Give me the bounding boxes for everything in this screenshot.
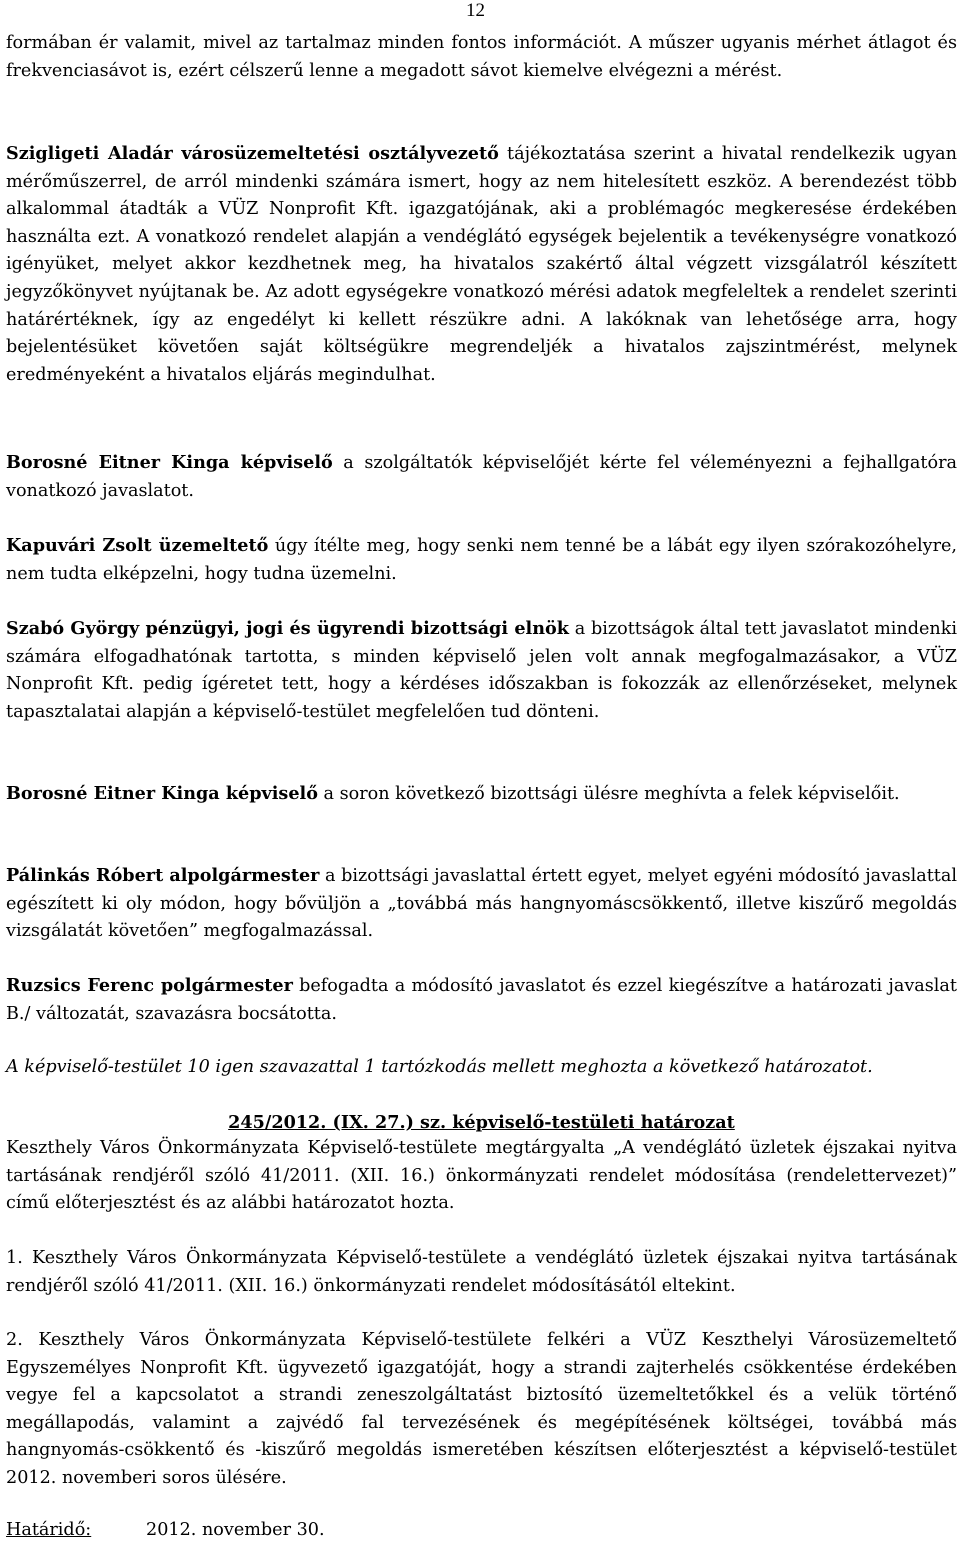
- paragraph-text: a soron következő bizottsági ülésre meghívta a felek képviselőit.: [317, 784, 900, 804]
- resolution-title: 245/2012. (IX. 27.) sz. képviselő-testületi határozat: [228, 1112, 735, 1133]
- paragraph-text: befogadta a módosító javaslatot és ezzel kiegészítve a határozati javaslat B./ változatát, szavazásra bocsátotta.: [6, 976, 957, 1024]
- page-number: 12: [466, 0, 485, 21]
- speaker-name: Szigligeti Aladár városüzemeltetési osztályvezető: [6, 143, 499, 164]
- resolution-item-1: 1. Keszthely Város Önkormányzata Képviselő-testülete a vendéglátó üzletek éjszakai nyitva tartásának rendjéről szóló 41/2011. (XII. 16.) önkormányzati rendelet módosításától eltekint.: [6, 1248, 957, 1296]
- paragraph-szigligeti: [6, 140, 957, 389]
- paragraph-szabo: [6, 615, 957, 726]
- resolution-title-line: [6, 1109, 957, 1138]
- resolution-item-2: 2. Keszthely Város Önkormányzata Képviselő-testülete felkéri a VÜZ Keszthelyi Városüzemeltető Egyszemélyes Nonprofit Kft. ügyvezető igazgatóját, hogy a strandi zajterhelés csökkentése érdekében vegye fel a kapcsolatot a strandi zeneszolgáltatást biztosító üzemeltetőkkel és a velük történő megállapodás, valamint a zajvédő fal tervezésének és megépítésének költségei, továbbá más hangnyomás-csökkentő és -kiszűrő megoldás ismeretében készítsen előterjesztést a képviselő-testület 2012. novemberi soros ülésére.: [6, 1330, 957, 1488]
- paragraph-text: tájékoztatása szerint a hivatal rendelkezik ugyan mérőműszerrel, de arról mindenki számára ismert, hogy az nem hitelesített eszköz. A berendezést több alkalommal átadták a VÜZ Nonprofit Kft. igazgatójának, aki a problémagóc megkeresése érdekében használta ezt. A vonatkozó rendelet alapján a vendéglátó egységek bejelentik a tevékenységre vonatkozó igényüket, melyet akkor kezdhetnek meg, ha hivatalos szakértő által végzett vizsgálatról készített jegyzőkönyvet nyújtanak be. Az adott egységekre vonatkozó mérési adatok megfeleltek a rendelet szerinti határértéknek, így az engedélyt ki kellett részükre adni. A lakóknak van lehetősége arra, hogy bejelentésüket követően saját költségükre megrendeljék a hivatalos zajszintmérést, melynek eredményeként a hivatalos eljárás megindulhat.: [6, 144, 957, 385]
- paragraph-text: úgy ítélte meg, hogy senki nem tenné be a lábát egy ilyen szórakozóhelyre, nem tudta elképzelni, hogy tudna üzemelni.: [6, 536, 957, 584]
- paragraph-palinkas: [6, 862, 957, 946]
- paragraph-borosne-1: [6, 449, 957, 505]
- deadline-value: 2012. november 30.: [146, 1520, 325, 1540]
- speaker-name: Borosné Eitner Kinga képviselő: [6, 452, 333, 473]
- resolution-intro: Keszthely Város Önkormányzata Képviselő-testülete megtárgyalta „A vendéglátó üzletek éjszakai nyitva tartásának rendjéről szóló 41/2011. (XII. 16.) önkormányzati rendelet módosítása (rendelettervezet)” című előterjesztést és az alábbi határozatot hozta.: [6, 1138, 957, 1214]
- paragraph-text: a bizottságok által tett javaslatot mindenki számára elfogadhatónak tartotta, s minden képviselő jelen volt annak megfogalmazásakor, a VÜZ Nonprofit Kft. pedig ígéretet tett, hogy a kérdéses időszakban is fokozzák az ellenőrzéseket, melynek tapasztalatai alapján a képviselő-testület megfelelően tud dönteni.: [6, 619, 957, 722]
- speaker-name: Borosné Eitner Kinga képviselő: [6, 783, 318, 804]
- paragraph-ruzsics: [6, 972, 957, 1028]
- speaker-name: Szabó György pénzügyi, jogi és ügyrendi bizottsági elnök: [6, 618, 569, 639]
- paragraph-text: a szolgáltatók képviselőjét kérte fel véleményezni a fejhallgatóra vonatkozó javaslatot.: [6, 453, 957, 501]
- paragraph-kapuvari: [6, 532, 957, 588]
- speaker-name: Pálinkás Róbert alpolgármester: [6, 865, 320, 886]
- paragraph-continuation: formában ér valamit, mivel az tartalmaz minden fontos információt. A műszer ugyanis mérhet átlagot és frekvenciasávot is, ezért célszerű lenne a megadott sávot kiemelve elvégezni a mérést.: [6, 33, 957, 81]
- speaker-name: Kapuvári Zsolt üzemeltető: [6, 535, 269, 556]
- deadline-label: Határidő:: [6, 1520, 92, 1540]
- vote-result: A képviselő-testület 10 igen szavazattal 1 tartózkodás mellett meghozta a következő határozatot.: [6, 1057, 873, 1077]
- paragraph-text: a bizottsági javaslattal értett egyet, melyet egyéni módosító javaslattal egészített ki oly módon, hogy bővüljön a „továbbá más hangnyomáscsökkentő, illetve kiszűrő megoldás vizsgálatát követően” megfogalmazással.: [6, 866, 957, 942]
- paragraph-borosne-2: [6, 780, 957, 809]
- deadline: [6, 1517, 325, 1545]
- speaker-name: Ruzsics Ferenc polgármester: [6, 975, 293, 996]
